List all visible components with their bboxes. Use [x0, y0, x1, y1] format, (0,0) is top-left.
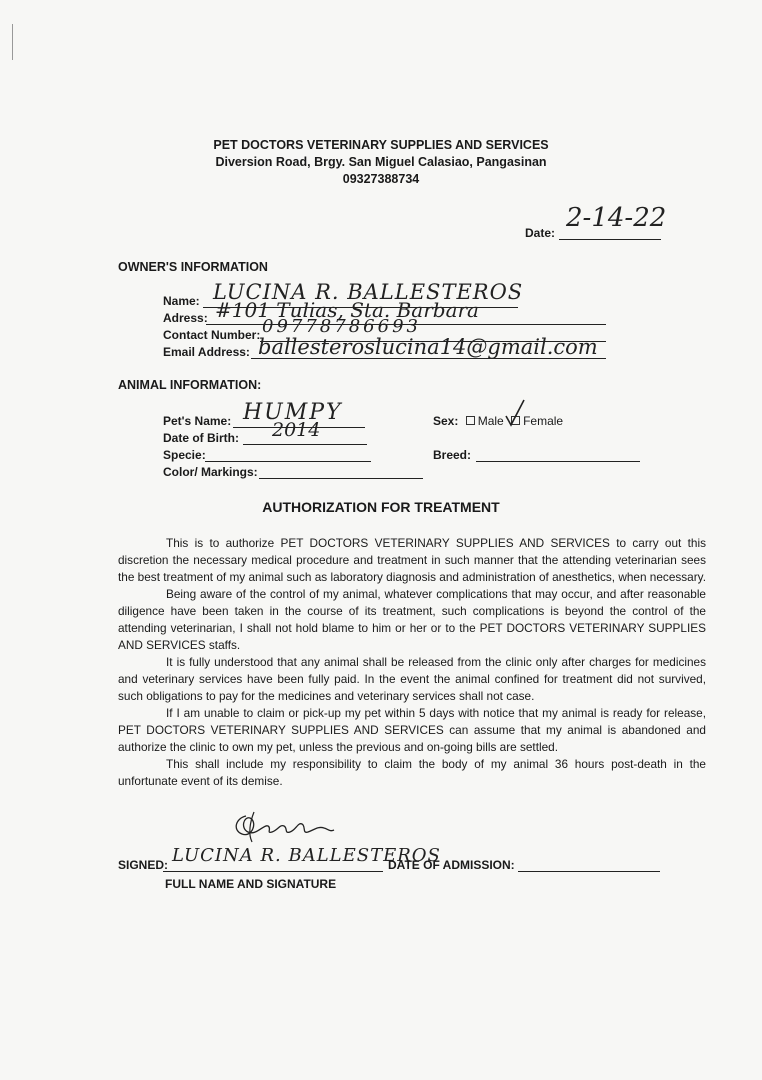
dob-value[interactable]: 2014: [272, 419, 321, 441]
pet-name-value[interactable]: HUMPY: [243, 400, 343, 425]
authorization-paragraph: This shall include my responsibility to claim the body of my animal 36 hours post-death in the unfortunate event of its demise.: [118, 757, 706, 788]
date-label: Date:: [525, 226, 556, 240]
authorization-paragraph: It is fully understood that any animal shall be released from the clinic only after charges for medicines and veterinary services have been fully paid. In the event the animal confined for treatment did not survived, such obligations to pay for the medicines and veterinary services shall not case.: [118, 655, 706, 703]
authorization-paragraph: If I am unable to claim or pick-up my pet within 5 days with notice that my animal is ready for release, PET DOCTORS VETERINARY SUPPLIES AND SERVICES can assume that my animal is abandoned and authorize the clinic to own my pet, unless the previous and on-going bills are settled.: [118, 706, 706, 754]
male-option-label: Male: [477, 414, 504, 428]
owner-name-value[interactable]: LUCINA R. BALLESTEROS: [213, 280, 524, 304]
signed-label: SIGNED:: [118, 858, 169, 872]
breed-line[interactable]: [476, 447, 640, 462]
authorization-body: [118, 535, 706, 790]
dob-label: Date of Birth:: [163, 431, 239, 445]
admission-date-line[interactable]: [518, 857, 660, 872]
authorization-paragraph: This is to authorize PET DOCTORS VETERINARY SUPPLIES AND SERVICES to carry out this discretion the necessary medical procedure and treatment in such manner that the attending veterinarian sees the best treatment of my animal such as laboratory diagnosis and administration of anesthetics, when necessary.: [118, 536, 706, 584]
owner-contact-value[interactable]: 09778786693: [262, 316, 421, 337]
owner-address-label: Adress:: [163, 311, 208, 325]
authorization-title: AUTHORIZATION FOR TREATMENT: [262, 499, 500, 515]
scan-margin-mark: [12, 24, 13, 60]
business-address: Diversion Road, Brgy. San Miguel Calasiao, Pangasinan: [215, 155, 547, 169]
owner-section-title: OWNER'S INFORMATION: [118, 260, 268, 274]
sex-label: Sex:: [433, 414, 459, 428]
authorization-paragraph: Being aware of the control of my animal, whatever complications that may occur, and after reasonable diligence have been taken in the course of its treatment, such complications is beyond the control of the attending veterinarian, I shall not hold blame to him or her or to the PET DOCTORS VETERINARY SUPPLIES AND SERVICES staffs.: [118, 587, 706, 652]
specie-line[interactable]: [205, 447, 371, 462]
female-option-label: Female: [523, 414, 564, 428]
color-line[interactable]: [259, 464, 423, 479]
owner-contact-label: Contact Number:: [163, 328, 261, 342]
admission-date-label: DATE OF ADMISSION:: [388, 858, 515, 872]
owner-email-label: Email Address:: [163, 345, 250, 359]
female-check-mark-icon: [504, 398, 526, 428]
owner-email-value[interactable]: ballesteroslucina14@gmail.com: [258, 335, 598, 359]
owner-address-value[interactable]: #101 Tulias, Sta. Barbara: [215, 298, 479, 322]
date-value[interactable]: 2-14-22: [566, 203, 667, 233]
color-label: Color/ Markings:: [163, 465, 258, 479]
signed-name-value[interactable]: LUCINA R. BALLESTEROS: [172, 845, 441, 866]
sex-field: [433, 414, 563, 428]
pet-name-label: Pet's Name:: [163, 414, 232, 428]
signature-scribble: [228, 808, 338, 848]
male-checkbox[interactable]: [466, 416, 475, 425]
animal-section-title: ANIMAL INFORMATION:: [118, 378, 262, 392]
specie-label: Specie:: [163, 448, 206, 462]
breed-label: Breed:: [433, 448, 472, 462]
signature-caption: FULL NAME AND SIGNATURE: [165, 877, 337, 891]
business-name: PET DOCTORS VETERINARY SUPPLIES AND SERVICES: [213, 138, 549, 152]
owner-name-label: Name:: [163, 294, 200, 308]
business-phone: 09327388734: [342, 172, 420, 186]
